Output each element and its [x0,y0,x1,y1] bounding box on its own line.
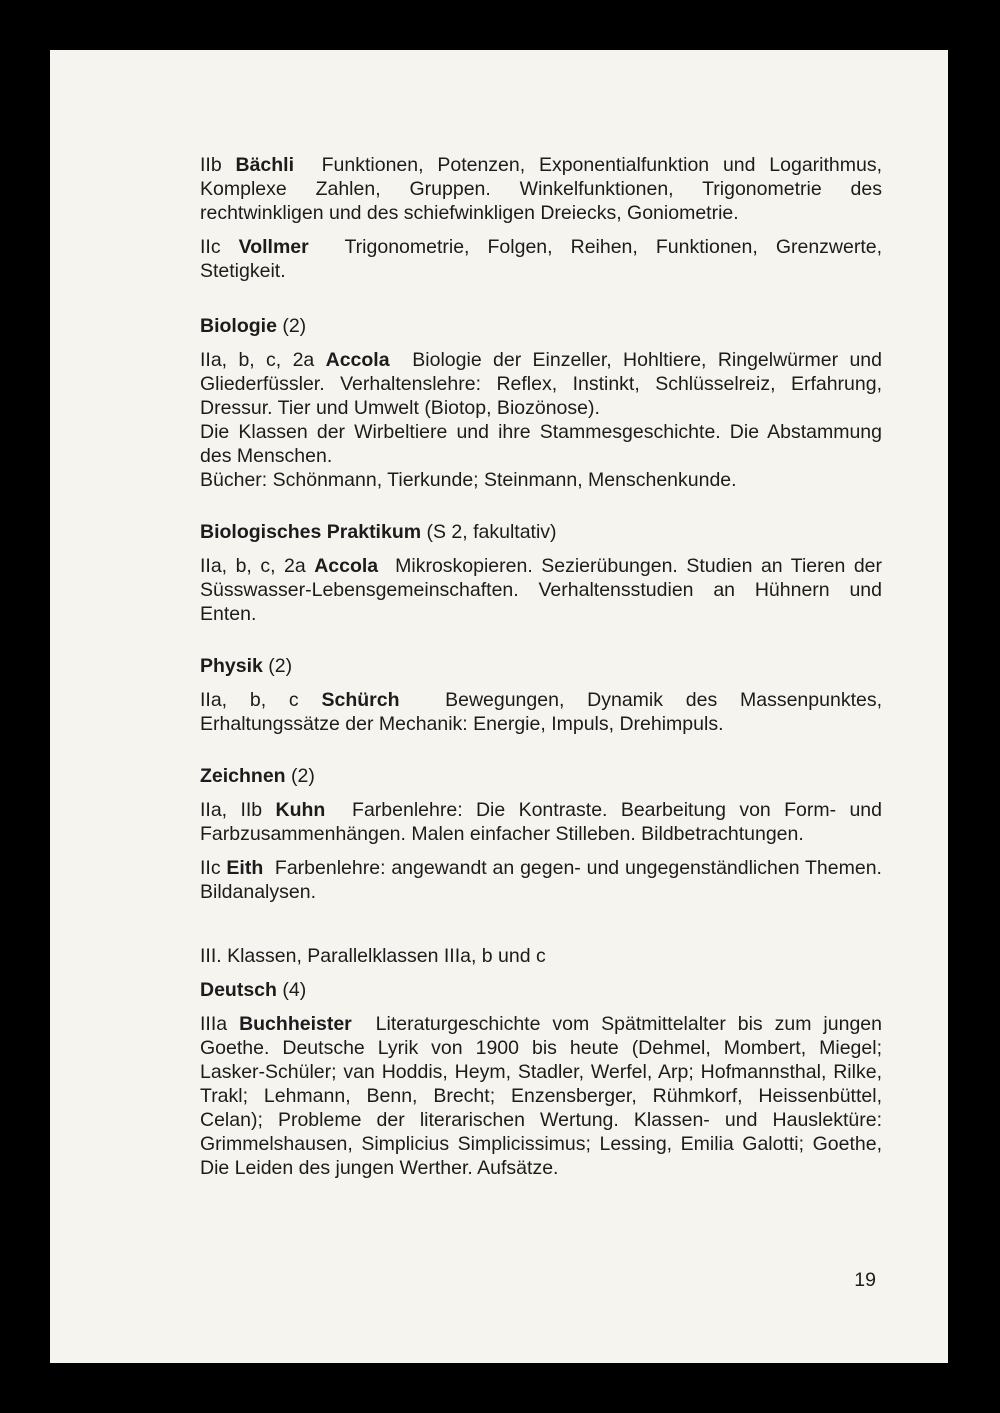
subject-title: Physik [200,655,263,677]
class-label: IIa, IIb [200,799,263,821]
entry-text: Farbenlehre: Die Kontraste. Bearbeitung von Form- und Farbzusammenhängen. Malen einfacher Stilleben. Bildbetrachtungen. [200,799,883,845]
entry-zeichnen-kuhn [200,798,882,846]
level-heading: III. Klassen, Parallelklassen IIIa, b und c [200,945,546,967]
entry-text: Funktionen, Potenzen, Exponentialfunktion und Logarithmus, Komplexe Zahlen, Gruppen. Winkelfunktionen, Trigonometrie des rechtwinkligen und des schiefwinkligen Dreiecks, Goniometrie. [200,154,883,224]
teacher-name: Buchheister [239,1013,352,1035]
entry-text: Biologie der Einzeller, Hohltiere, Ringelwürmer und Gliederfüssler. Verhaltenslehre: Reflex, Instinkt, Schlüsselreiz, Erfahrung, Dressur. Tier und Umwelt (Biotop, Biozönose). [200,349,882,419]
class-label: IIc [200,236,221,258]
class-label: IIb [200,154,222,176]
entry-text: Literaturgeschichte vom Spätmittelalter bis zum jungen Goethe. Deutsche Lyrik von 1900 bis heute (Dehmel, Mombert, Miegel; Lasker-Schüler; van Hoddis, Heym, Stadler, Werfel, Arp; Hofmannsthal, Rilke, Trakl; Lehmann, Benn, Brecht; Enzensberger, Rühmkorf, Heissenbüttel, Celan); Probleme der literarischen Wertung. Klassen- und Hauslektüre: Grimmelshausen, Simplicius Simplicissimus; Lessing, Emilia Galotti; Goethe, Die Leiden des jungen Werther. Aufsätze. [200,1013,882,1179]
entry-deutsch [200,1012,882,1180]
class-label: IIa, b, c, 2a [200,555,306,577]
section-heading-praktikum [200,520,882,544]
class-label: IIIa [200,1013,228,1035]
section-heading-zeichnen [200,764,882,788]
subject-hours: (S 2, fakultativ) [426,521,557,543]
subject-hours: (4) [282,979,307,1001]
entry-text: Mikroskopieren. Sezierübungen. Studien an Tieren der Süsswasser-Lebensgemeinschaften. Verhaltensstudien an Hühnern und Enten. [200,555,882,625]
section-heading-biologie [200,314,882,338]
teacher-name: Vollmer [238,236,309,258]
entry-biologie-continued: Die Klassen der Wirbeltiere und ihre Stammesgeschichte. Die Abstammung des Menschen. [200,421,882,467]
entry-text: Farbenlehre: angewandt an gegen- und ungegenständlichen Themen. Bildanalysen. [200,857,882,903]
class-label: IIc [200,857,221,879]
subject-title: Deutsch [200,979,277,1001]
teacher-name: Kuhn [275,799,326,821]
teacher-name: Accola [314,555,379,577]
entry-text: Trigonometrie, Folgen, Reihen, Funktionen, Grenzwerte, Stetigkeit. [200,236,883,282]
teacher-name: Bächli [235,154,295,176]
subject-hours: (2) [291,765,315,787]
page-number: 19 [854,1269,876,1291]
teacher-name: Schürch [321,689,400,711]
subject-title: Biologie [200,315,277,337]
entry-text: Bewegungen, Dynamik des Massenpunktes, Erhaltungssätze der Mechanik: Energie, Impuls, Drehimpuls. [200,689,882,735]
subject-hours: (2) [282,315,307,337]
subject-title: Biologisches Praktikum [200,521,422,543]
entry-iic [200,235,882,283]
class-label: IIa, b, c [200,689,299,711]
entry-biologie-books: Bücher: Schönmann, Tierkunde; Steinmann, Menschenkunde. [200,469,737,491]
document-page [50,50,948,1363]
entry-physik [200,688,882,736]
section-heading-deutsch [200,978,882,1002]
entry-biologie [200,348,882,420]
teacher-name: Accola [325,349,390,371]
entry-praktikum [200,554,882,626]
page-content [200,153,882,1180]
entry-zeichnen-eith [200,856,882,904]
teacher-name: Eith [226,857,264,879]
section-heading-physik [200,654,882,678]
subject-title: Zeichnen [200,765,286,787]
entry-iib [200,153,882,225]
subject-hours: (2) [268,655,293,677]
class-label: IIa, b, c, 2a [200,349,315,371]
